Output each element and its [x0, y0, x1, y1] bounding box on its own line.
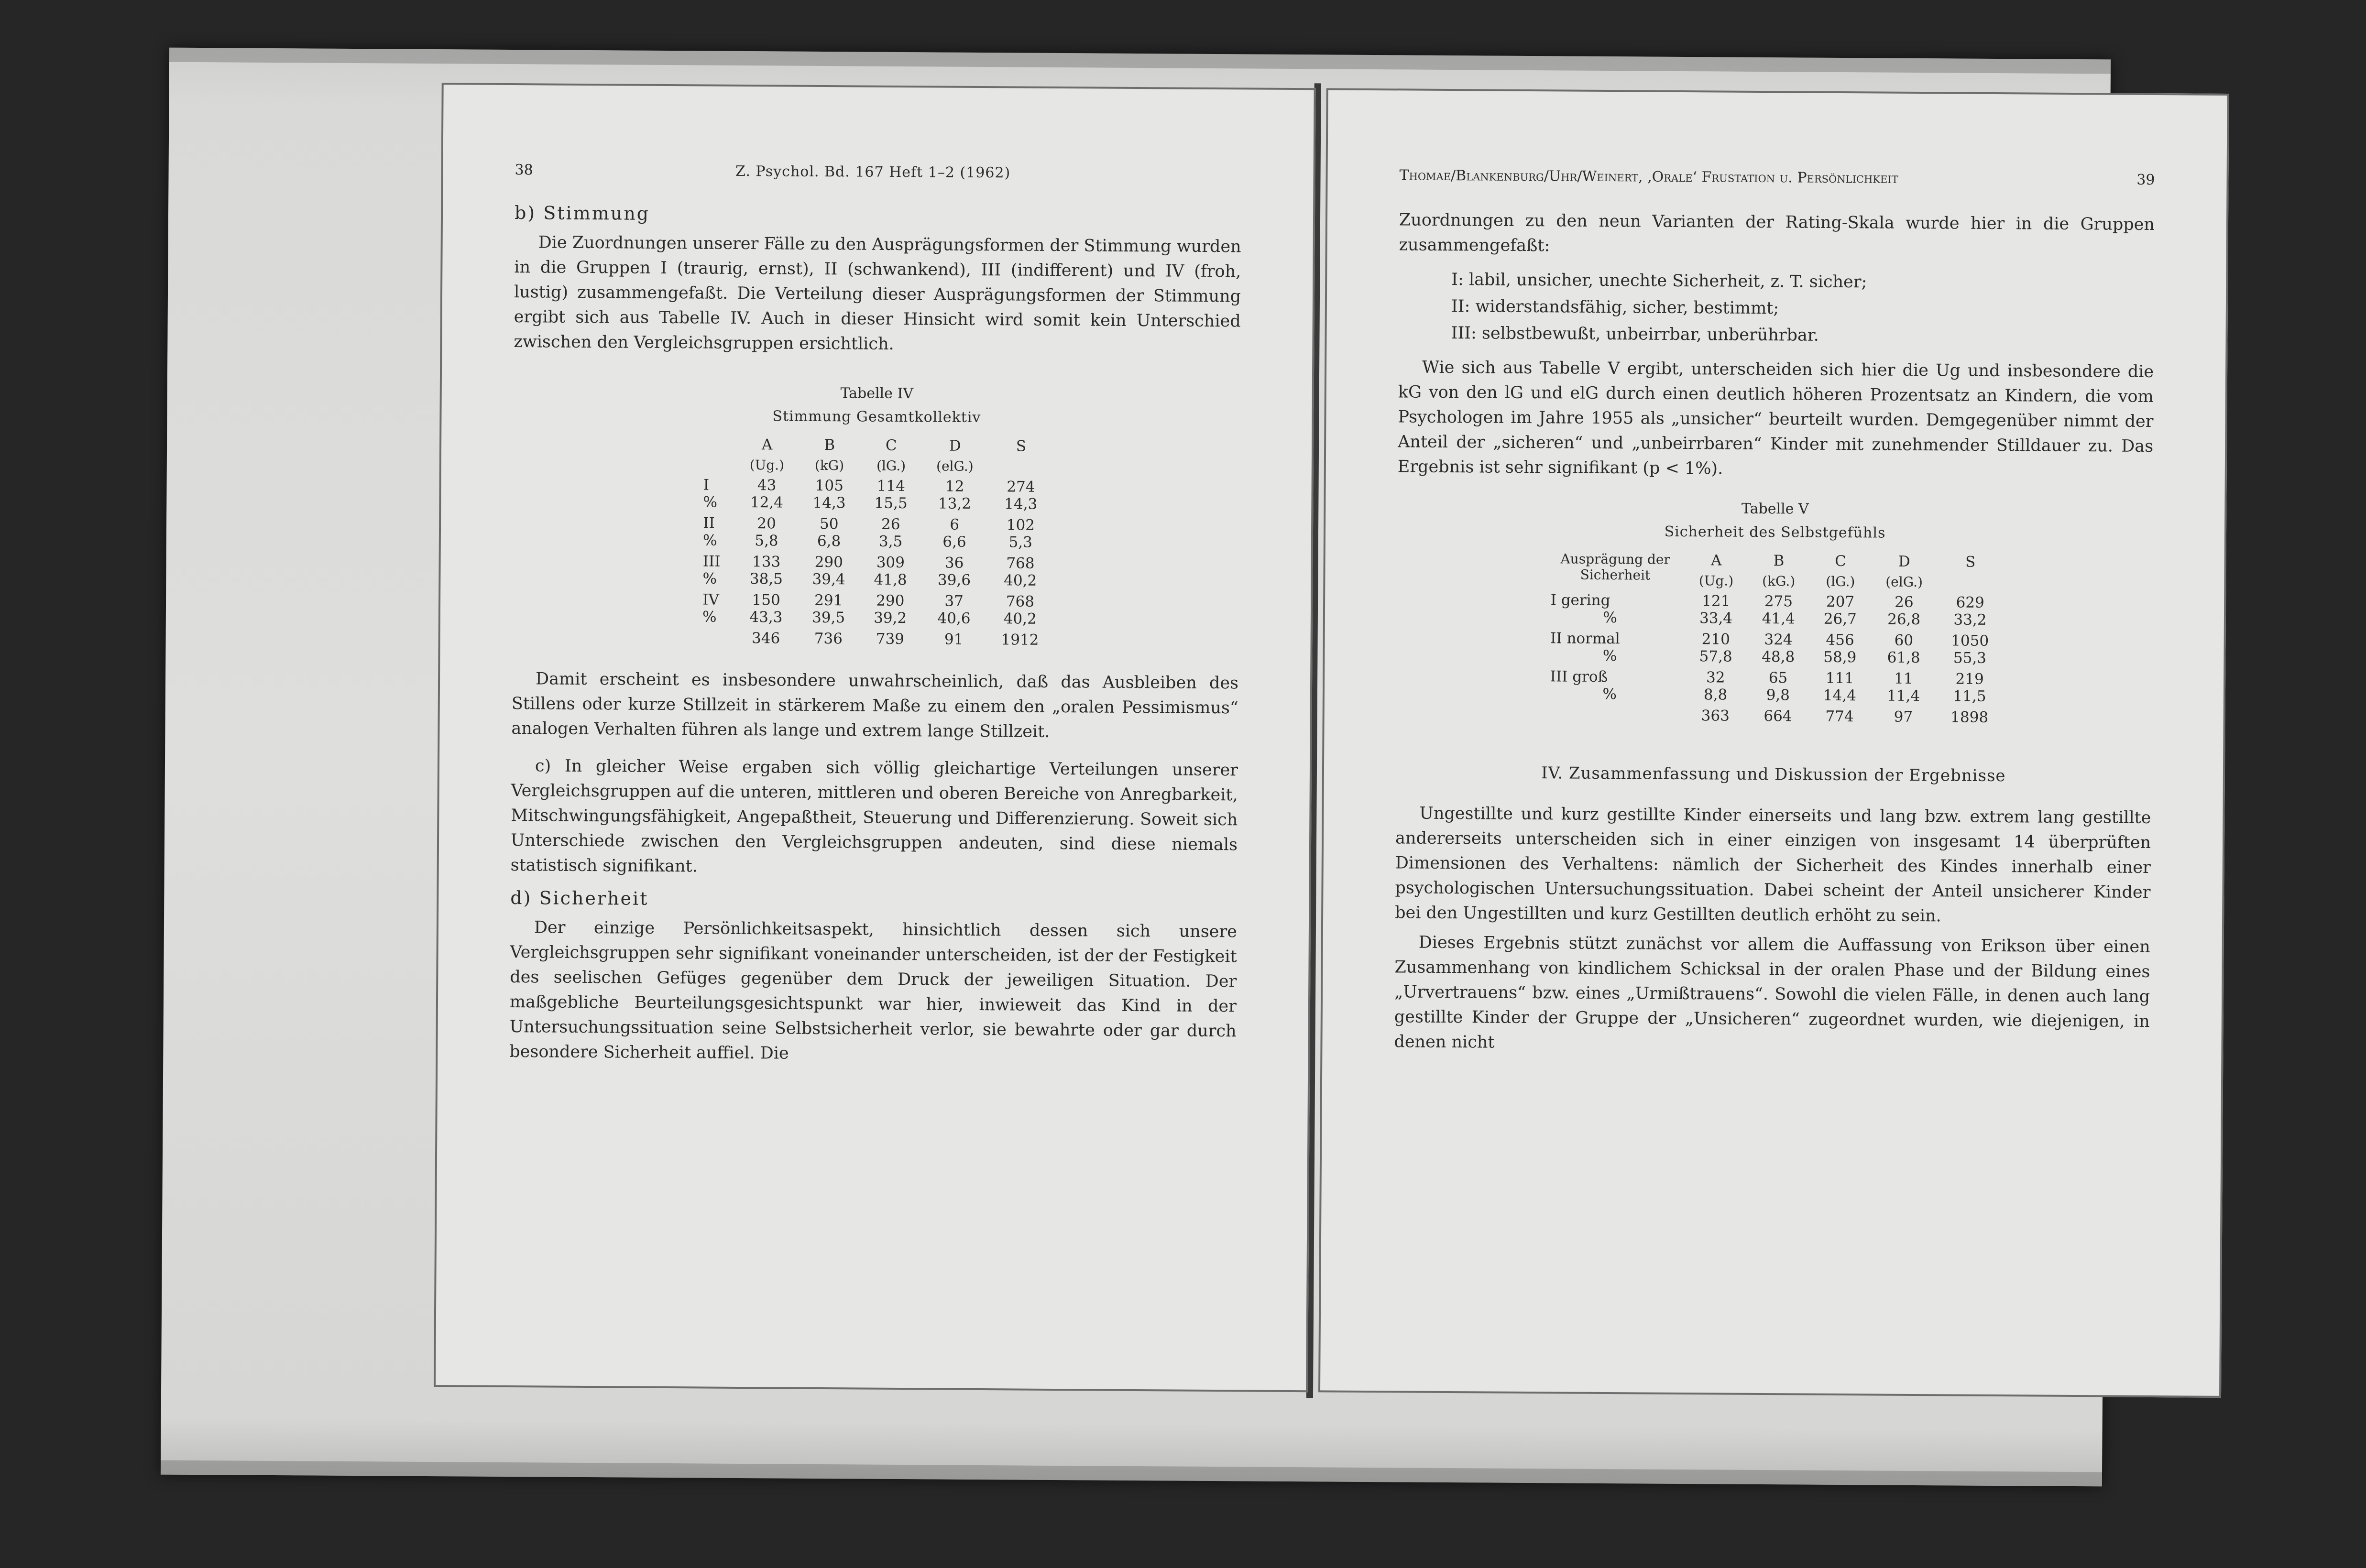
section-iv-title: IV. Zusammenfassung und Diskussion der Ergebnisse: [1541, 763, 2006, 786]
row-pct-label: %: [1602, 647, 1617, 665]
table5-totals-row: [1545, 704, 2003, 728]
table-cell: 65: [1768, 669, 1788, 687]
row-label: IV: [702, 591, 720, 609]
table-cell: 629: [1956, 594, 1984, 611]
table-cell: 9,8: [1766, 686, 1790, 704]
table-cell: 210: [1701, 631, 1730, 648]
section-b-text: Die Zuordnungen unserer Fälle zu den Ausprägungsformen der Stimmung wurden in die Gruppen I (traurig, ernst), II (schwankend), III (indifferent) und IV (froh, lustig) zusammengefaßt. Die Verteilung dieser Ausprägungsformen der Stimmung ergibt sich aus Tabelle IV. Auch in dieser Hinsicht wird somit kein Unterschied zwischen den Vergleichsgruppen ersichtlich.: [514, 233, 1241, 354]
table-cell: 111: [1825, 669, 1854, 687]
table5-col-letter: D: [1898, 553, 1910, 570]
left-running-head: [515, 162, 1241, 183]
table5-caption: Tabelle V: [1741, 500, 1809, 518]
table-cell: 11,5: [1953, 687, 1986, 705]
table4-col-letter: D: [949, 437, 961, 455]
journal-reference: Z. Psychol. Bd. 167 Heft 1–2 (1962): [735, 163, 1011, 182]
row-label: III groß: [1550, 668, 1608, 686]
table-cell: 26,8: [1887, 610, 1921, 629]
table-cell: 60: [1894, 632, 1914, 649]
table-cell: 6,6: [942, 533, 966, 551]
table-cell: 114: [876, 477, 906, 495]
table-cell: 43,3: [749, 609, 783, 626]
table-cell: 14,3: [1004, 495, 1038, 513]
table-cell: 768: [1006, 555, 1035, 572]
row-pct-label: %: [702, 532, 717, 549]
photocopy-sheet: [161, 48, 2155, 1487]
table-row: [1545, 589, 2003, 631]
table-total: 774: [1825, 708, 1854, 726]
table-cell: 11,4: [1887, 687, 1920, 705]
table-cell: 57,8: [1699, 648, 1732, 665]
table5-col-group: (kG.): [1762, 573, 1796, 589]
authors-running-title: Thomae/Blankenburg/Uhr/Weinert, ‚Orale‘ Frustation u. Persönlichkeit: [1399, 167, 1898, 187]
table-cell: 55,3: [1953, 649, 1987, 667]
section-d-title: d) Sicherheit: [510, 887, 649, 909]
list-item: III: selbstbewußt, unbeirrbar, unberührbar.: [1451, 324, 1819, 345]
right-page-number: 39: [2136, 171, 2155, 188]
table-cell: 20: [757, 515, 776, 533]
table-cell: 121: [1702, 592, 1731, 610]
table-row: [698, 474, 1054, 515]
table4-group-row: [699, 455, 1054, 477]
table-cell: 105: [815, 477, 843, 495]
table4-col-group: (kG): [814, 457, 844, 474]
table-cell: 41,4: [1762, 610, 1795, 628]
table-cell: 26: [1895, 593, 1914, 611]
table5-col-group: (lG.): [1826, 573, 1855, 590]
table-cell: 3,5: [878, 533, 903, 551]
row-pct-label: %: [1602, 685, 1617, 703]
table-cell: 219: [1955, 670, 1984, 688]
table-total: 91: [944, 631, 964, 648]
table-cell: 32: [1706, 669, 1725, 686]
table-total: 664: [1764, 708, 1792, 725]
table-cell: 14,4: [1823, 686, 1856, 705]
table4-col-group: (Ug.): [749, 457, 785, 473]
right-running-head: [1399, 167, 2155, 188]
table-total: 363: [1701, 707, 1730, 725]
table5-letter-row: [1546, 549, 2004, 573]
table-total: 1912: [1001, 631, 1039, 649]
table4: [698, 434, 1054, 651]
table-cell: 26,7: [1823, 610, 1857, 628]
table-cell: 133: [752, 553, 781, 571]
table-cell: 102: [1006, 516, 1035, 534]
table-cell: 33,2: [1953, 611, 1987, 629]
table-cell: 291: [814, 591, 843, 610]
list-item: I: labil, unsicher, unechte Sicherheit, z. T. sicher;: [1451, 270, 1867, 292]
table-cell: 290: [876, 592, 905, 610]
row-label: III: [702, 553, 721, 570]
table-cell: 40,2: [1003, 610, 1037, 628]
table5-col-letter: B: [1773, 552, 1785, 570]
table4-col-letter: B: [824, 436, 835, 454]
table4-col-letter: A: [761, 436, 773, 454]
table-cell: 5,8: [755, 532, 778, 550]
table-row: [1545, 666, 2003, 707]
table5-col-letter: A: [1711, 552, 1722, 569]
row-pct-label: %: [703, 493, 718, 511]
table-cell: 50: [819, 515, 839, 533]
table-row: [1545, 628, 2003, 669]
table-row: [698, 512, 1054, 553]
section-b-title: b) Stimmung: [514, 202, 650, 224]
table-cell: 36: [944, 554, 964, 572]
table5-col-group: (Ug.): [1698, 573, 1734, 589]
table4-caption: Tabelle IV: [840, 385, 914, 403]
table-cell: 5,3: [1008, 534, 1033, 551]
table-cell: 456: [1826, 631, 1854, 649]
table4-totals-row: [698, 627, 1053, 651]
table-cell: 40,6: [937, 610, 971, 627]
category-list: [1451, 266, 2154, 351]
table-cell: 324: [1764, 631, 1793, 649]
table-cell: 37: [944, 592, 964, 610]
summary-paragraph-1: Ungestillte und kurz gestillte Kinder einerseits und lang bzw. extrem lang gestillte andererseits unterscheiden sich in einer einzigen von insgesamt 14 überprüften Dimensionen des Verhaltens: nämlich der Sicherheit des Kindes innerhalb einer psychologischen Untersuchungssituation. Dabei scheint der Anteil unsicherer Kinder bei den Ungestillten und kurz Gestillten deutlich erhöht zu sein.: [1395, 804, 2151, 926]
table-cell: 33,4: [1699, 610, 1733, 627]
table5-col-letter: S: [1965, 553, 1976, 571]
table-cell: 58,9: [1823, 648, 1857, 666]
table-cell: 38,5: [749, 570, 783, 588]
table-cell: 1050: [1951, 632, 1989, 650]
table-cell: 39,4: [812, 570, 845, 588]
row-pct-label: %: [702, 570, 717, 588]
table-cell: 39,5: [811, 609, 845, 627]
table-cell: 14,3: [812, 494, 846, 512]
section-c-text: c) In gleicher Weise ergaben sich völlig gleichartige Verteilungen unserer Vergleichsgruppen auf die unteren, mittleren und oberen Bereiche von Anregbarkeit, Mitschwingungsfähigkeit, Angepaßtheit, Steuerung und Differenzierung. Soweit sich Unterschiede zwischen den Vergleichsgruppen andeuten, sind diese niemals statistisch signifikant.: [510, 756, 1238, 876]
table-cell: 274: [1007, 478, 1035, 496]
table4-subtitle: Stimmung Gesamtkollektiv: [772, 408, 981, 426]
table5-subtitle: Sicherheit des Selbstgefühls: [1664, 523, 1886, 542]
table-cell: 6,8: [817, 532, 841, 550]
table-cell: 41,8: [874, 571, 907, 589]
row-label: I: [703, 476, 710, 494]
left-page: [434, 83, 1316, 1392]
table-cell: 13,2: [938, 495, 972, 512]
table-cell: 39,6: [937, 571, 971, 589]
row-pct-label: %: [1603, 609, 1618, 627]
table-cell: 61,8: [1887, 649, 1920, 667]
table4-col-letter: C: [885, 436, 897, 454]
table4-col-group: (lG.): [876, 457, 906, 474]
table-cell: 12,4: [750, 494, 784, 512]
row-label: I gering: [1550, 591, 1610, 610]
table-cell: 768: [1006, 593, 1035, 610]
table-total: 97: [1894, 708, 1913, 726]
table-cell: 275: [1764, 593, 1793, 610]
table-cell: 11: [1894, 670, 1913, 687]
table4-col-group: (elG.): [936, 458, 974, 474]
table-row: [698, 589, 1053, 630]
table-cell: 39,2: [874, 609, 907, 627]
bottom-shadow-band: [161, 1460, 2102, 1487]
para-after-table4: Damit erscheint es insbesondere unwahrscheinlich, daß das Ausbleiben des Stillens oder kurze Stillzeit in stärkerem Maße zu einem den „oralen Pessimismus“ analogen Verhalten führen als lange und extrem lange Stillzeit.: [511, 669, 1239, 741]
right-page: [1318, 88, 2229, 1397]
para-table5: Wie sich aus Tabelle V ergibt, unterscheiden sich hier die Ug und insbesondere die kG von den lG und elG durch einen deutlich höheren Prozentsatz an Kindern, die vom Psychologen im Jahre 1955 als „unsicher“ beurteilt wurden. Demgegenüber nimmt der Anteil der „sicheren“ und „unbeirrbaren“ Kinder mit zunehmender Stilldauer zu. Das Ergebnis ist sehr signifikant (p < 1%).: [1397, 358, 2154, 479]
table-total: 739: [876, 630, 905, 648]
table-cell: 207: [1826, 593, 1855, 611]
table5: [1545, 549, 2004, 728]
summary-paragraph-2: Dieses Ergebnis stützt zunächst vor allem die Auffassung von Erikson über einen Zusammenhang von kindlichem Schicksal in der oralen Phase und der Bildung eines „Urvertrauens“ bzw. eines „Urmißtrauens“. Sowohl die vielen Fälle, in denen auch lang gestillte Kinder der Gruppe der „Unsicheren“ zugeordnet wurden, wie diejenigen, in denen nicht: [1394, 933, 2150, 1052]
table-cell: 8,8: [1703, 686, 1728, 704]
table-cell: 290: [814, 553, 843, 571]
left-page-number: 38: [515, 162, 533, 179]
table5-row-header: Ausprägung der Sicherheit: [1560, 551, 1670, 583]
table-cell: 26: [881, 515, 900, 533]
top-shadow-band: [169, 48, 2111, 74]
row-label: II normal: [1550, 630, 1620, 648]
table-cell: 43: [757, 477, 777, 494]
list-item: II: widerstandsfähig, sicher, bestimmt;: [1451, 297, 1779, 318]
table-total: 1898: [1950, 708, 1989, 726]
table-total: 346: [751, 630, 780, 647]
table-cell: 6: [950, 516, 960, 534]
intro-text: Zuordnungen zu den neun Varianten der Rating-Skala wurde hier in die Gruppen zusammengefaßt:: [1399, 210, 2155, 256]
table4-letter-row: [699, 434, 1054, 457]
row-label: II: [703, 514, 715, 532]
table4-col-letter: S: [1016, 437, 1027, 455]
table-row: [698, 551, 1053, 591]
table-cell: 48,8: [1762, 648, 1795, 666]
section-d-text: Der einzige Persönlichkeitsaspekt, hinsichtlich dessen sich unsere Vergleichsgruppen sehr signifikant voneinander unterscheiden, ist der der Festigkeit des seelischen Gefüges gegenüber dem Druck der jeweiligen Situation. Der maßgebliche Beurteilungsgesichtspunkt war hier, inwieweit das Kind in der Untersuchungssituation seine Selbstsicherheit verlor, sie bewahrte oder gar durch besondere Sicherheit auffiel. Die: [509, 918, 1238, 1063]
table-total: 736: [814, 630, 843, 648]
table-cell: 40,2: [1004, 572, 1037, 589]
table-cell: 150: [752, 591, 780, 609]
table5-col-group: (elG.): [1885, 574, 1923, 590]
table5-col-letter: C: [1835, 552, 1847, 570]
table-cell: 309: [876, 554, 905, 572]
table-cell: 12: [945, 478, 964, 495]
table-cell: 15,5: [874, 494, 908, 512]
row-pct-label: %: [702, 608, 717, 626]
